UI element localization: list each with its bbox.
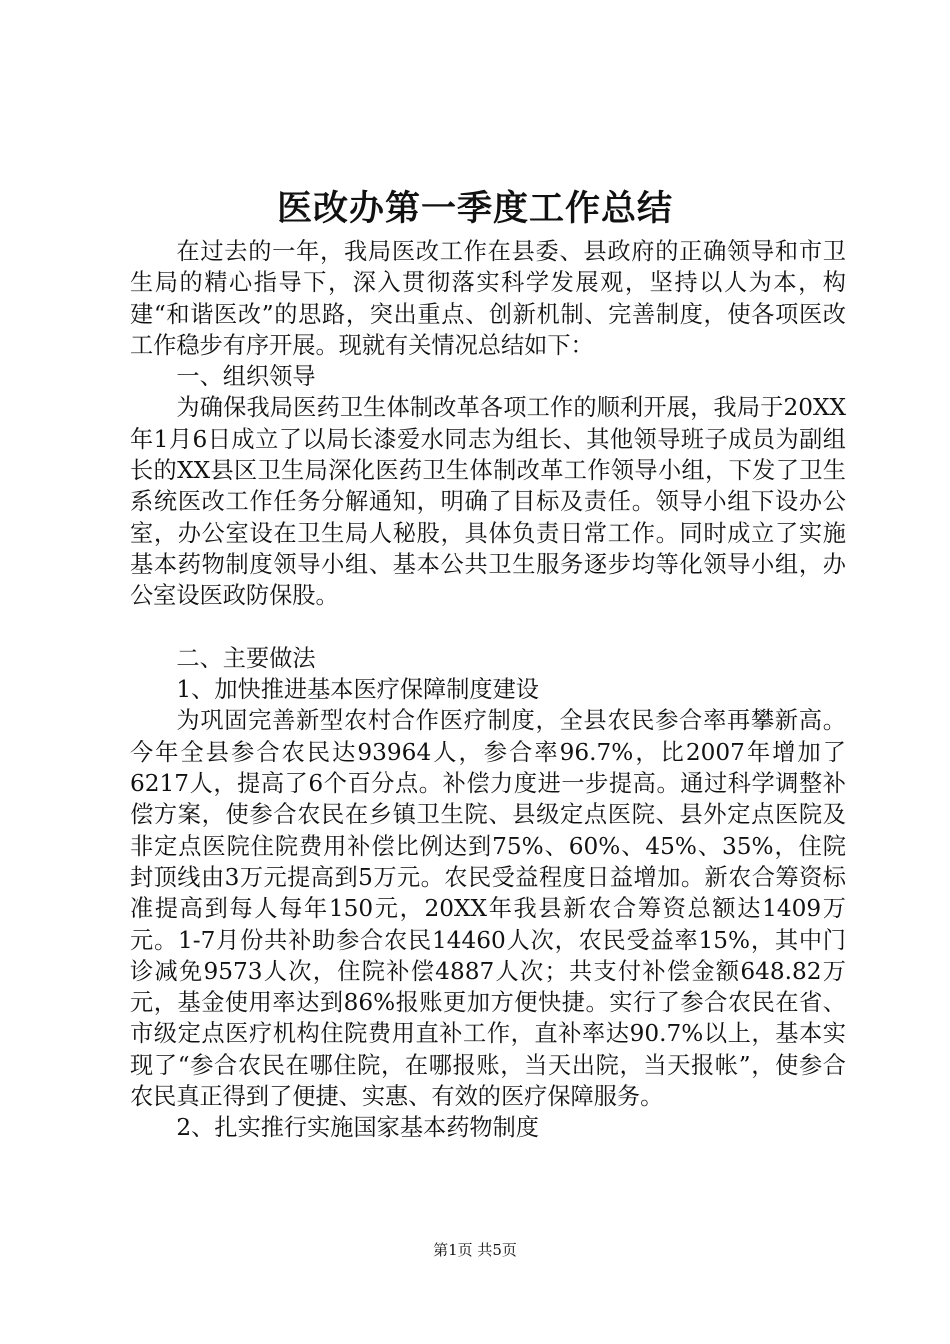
medical-insurance-paragraph: 为巩固完善新型农村合作医疗制度，全县农民参合率再攀新高。今年全县参合农民达93964人，参合率96.7%，比2007年增加了6217人，提高了6个百分点。补偿力度进一步提高。通过科学调整补偿方案，使参合农民在乡镇卫生院、县级定点医院、县外定点医院及非定点医院住院费用补偿比例达到75%、60%、45%、35%，住院封顶线由3万元提高到5万元。农民受益程度日益增加。新农合筹资标准提高到每人每年150元，20XX年我县新农合筹资总额达1409万元。1-7月份共补助参合农民14460人次，农民受益率15%，其中门诊减免9573人次，住院补偿4887人次；共支付补偿金额648.82万元，基金使用率达到86%报账更加方便快捷。实行了参合农民在省、市级定点医疗机构住院费用直补工作，直补率达90.7%以上，基本实现了“参合农民在哪住院，在哪报账，当天出院，当天报帐”，使参合农民真正得到了便捷、实惠、有效的医疗保障服务。	[130, 707, 846, 1111]
subsection-heading-essential-drugs: 2、扎实推行实施国家基本药物制度	[176, 1114, 539, 1142]
organization-paragraph: 为确保我局医药卫生体制改革各项工作的顺利开展，我局于20XX年1月6日成立了以局长漆爱水同志为组长、其他领导班子成员为副组长的XX县区卫生局深化医药卫生体制改革工作领导小组，下发了卫生系统医改工作任务分解通知，明确了目标及责任。领导小组下设办公室，办公室设在卫生局人秘股，具体负责日常工作。同时成立了实施基本药物制度领导小组、基本公共卫生服务逐步均等化领导小组，办公室设医政防保股。	[130, 394, 846, 610]
section-heading-organization: 一、组织领导	[176, 363, 316, 391]
paragraph-spacer	[130, 612, 846, 643]
intro-paragraph: 在过去的一年，我局医改工作在县委、县政府的正确领导和市卫生局的精心指导下，深入贯彻落实科学发展观，坚持以人为本，构建“和谐医改”的思路，突出重点、创新机制、完善制度，使各项医改工作稳步有序开展。现就有关情况总结如下：	[130, 238, 846, 359]
document-body	[130, 236, 846, 1144]
subsection-heading-medical-insurance: 1、加快推进基本医疗保障制度建设	[176, 676, 539, 704]
document-title: 医改办第一季度工作总结	[276, 188, 673, 229]
page-footer: 第1页 共5页	[433, 1241, 517, 1259]
section-heading-main-practices: 二、主要做法	[176, 644, 316, 672]
